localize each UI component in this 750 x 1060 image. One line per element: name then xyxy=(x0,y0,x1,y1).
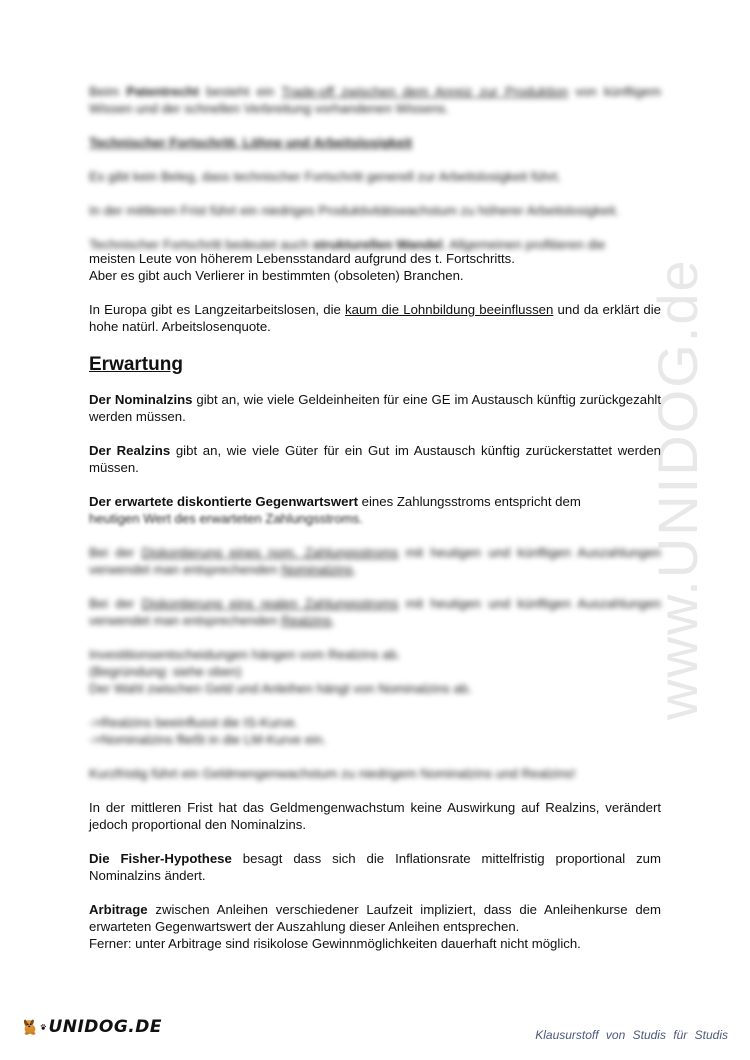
blurred-paragraph-kurven: ->Realzins beeinflusst die IS-Kurve. ->Nominalzins fließt in die LM-Kurve ein. xyxy=(89,715,327,747)
footer-logo[interactable] xyxy=(22,1010,162,1044)
logo-text: UNIDOG.DE xyxy=(48,1017,162,1037)
blurred-paragraph-real-diskontierung: Bei der Diskontierung eins realen Zahlungsstroms mit heutigen und künftigen Auszahlungen verwendet man entsprechenden Realzins. xyxy=(89,596,661,628)
blurred-paragraph-nominal-diskontierung: Bei der Diskontierung eines nom. Zahlungsstroms mit heutigen und künftigen Auszahlungen verwendet man entsprechenden Nominalzins. xyxy=(89,545,662,577)
blurred-paragraph-kurzfristig: Kurzfristig führt ein Geldmengenwachstum zu niedrigem Nominalzins und Realzins! xyxy=(89,766,576,781)
watermark: www.UNIDOG.de xyxy=(646,258,709,720)
paragraph-mittlere-frist: In der mittleren Frist hat das Geldmengenwachstum keine Auswirkung auf Realzins, verändert jedoch proportional den Nominalzins. xyxy=(89,800,661,832)
paw-icon xyxy=(40,1021,46,1033)
section-heading-erwartung: Erwartung xyxy=(89,354,183,375)
dog-mascot-icon xyxy=(22,1011,38,1043)
document-body xyxy=(89,83,661,952)
definition-gegenwartswert: Der erwartete diskontierte Gegenwartswert eines Zahlungsstroms entspricht dem xyxy=(89,494,581,509)
footer-tagline: Klausurstoff von Studis für Studis xyxy=(535,1028,728,1042)
blurred-line-gegenwartswert: heutigen Wert des erwarteten Zahlungsstroms. xyxy=(89,511,363,526)
blurred-subheading: Technischer Fortschritt, Löhne und Arbeitslosigkeit xyxy=(89,135,413,150)
paragraph-lebensstandard: meisten Leute von höherem Lebensstandard aufgrund des t. Fortschritts. Aber es gibt auch Verlierer in bestimmten (obsoleten) Branchen. xyxy=(89,251,515,283)
paragraph-europa: In Europa gibt es Langzeitarbeitslosen, die kaum die Lohnbildung beeinflussen und da erklärt die hohe natürl. Arbeitslosenquote. xyxy=(89,302,661,334)
blurred-paragraph-frist: In der mittleren Frist führt ein niedriges Produktivitätswachstum zu höherer Arbeitslosigkeit. xyxy=(89,203,619,218)
blurred-paragraph-beleg: Es gibt kein Beleg, dass technischer Fortschritt generell zur Arbeitslosigkeit führt. xyxy=(89,169,562,184)
definition-realzins: Der Realzins gibt an, wie viele Güter für ein Gut im Austausch künftig zurückerstattet werden müssen. xyxy=(89,443,661,475)
blurred-paragraph-investition: Investitionsentscheidungen hängen vom Realzins ab. (Begründung: siehe oben) Der Wahl zwischen Geld und Anleihen hängt von Nominalzins ab. xyxy=(89,647,472,696)
blurred-paragraph-wandel: Technischer Fortschritt bedeutet auch strukturellen Wandel. Allgemeinen profitieren die xyxy=(89,237,606,252)
blurred-paragraph-patentrecht: Beim Patentrecht besteht ein Trade-off zwischen dem Anreiz zur Produktion von künftigem Wissen und der schnellen Verbreitung vorhandenen Wissens. xyxy=(89,84,661,116)
paragraph-fisher: Die Fisher-Hypothese besagt dass sich die Inflationsrate mittelfristig proportional zum Nominalzins ändert. xyxy=(89,851,661,883)
paragraph-arbitrage: Arbitrage zwischen Anleihen verschiedener Laufzeit impliziert, dass die Anleihenkurse dem erwarteten Gegenwartswert der Auszahlung dieser Anleihen entsprechen. Ferner: unter Arbitrage sind risikolose Gewinnmöglichkeiten dauerhaft nicht möglich. xyxy=(89,902,661,951)
definition-nominalzins: Der Nominalzins gibt an, wie viele Geldeinheiten für eine GE im Austausch künftig zurückgezahlt werden müssen. xyxy=(89,392,661,424)
